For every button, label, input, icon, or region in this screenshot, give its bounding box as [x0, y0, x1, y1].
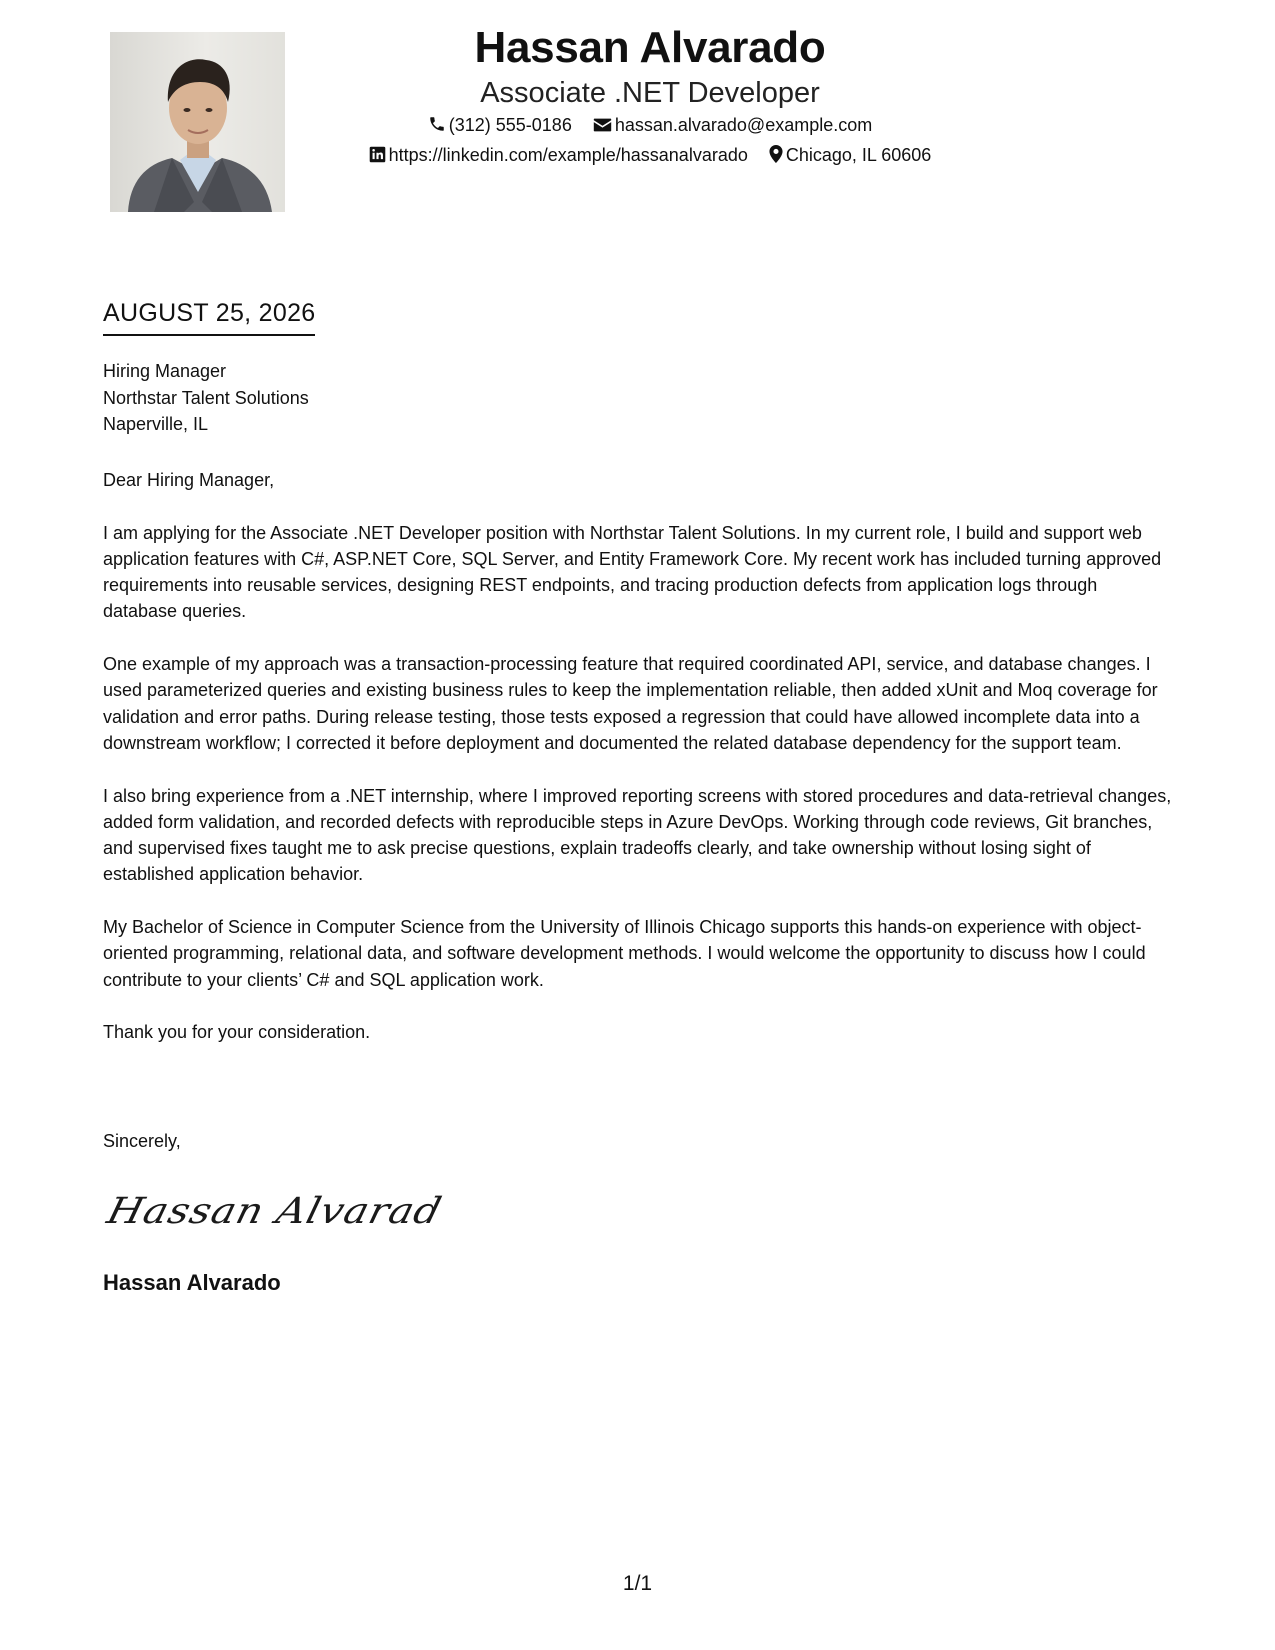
closing: Sincerely, [103, 1131, 181, 1151]
signer-name: Hassan Alvarado [103, 1270, 281, 1295]
body-paragraph: I also bring experience from a .NET internship, where I improved reporting screens with stored procedures and data-retrieval changes, added form validation, and recorded defects with reproducible steps in Azure DevOps. Working through code reviews, Git branches, and supervised fixes taught me to ask precise questions, explain tradeoffs clearly, and take ownership without losing sight of established application behavior. [103, 785, 1172, 885]
letter-header [300, 20, 1000, 170]
recipient-block [103, 358, 309, 438]
page-number: 1/1 [622, 1572, 653, 1595]
profile-photo [110, 32, 285, 212]
applicant-name: Hassan Alvarado [474, 23, 826, 72]
body-paragraph: I am applying for the Associate .NET Developer position with Northstar Talent Solutions. In my current role, I build and support web application features with C#, ASP.NET Core, SQL Server, and Entity Framework Core. My recent work has included turning approved requirements into reusable services, designing REST endpoints, and tracing production defects from application logs through database queries. [103, 522, 1162, 622]
job-title: Associate .NET Developer [480, 77, 820, 109]
location-text: Chicago, IL 60606 [785, 145, 932, 165]
envelope-icon [593, 117, 612, 133]
linkedin-icon [369, 146, 386, 163]
contact-row-secondary [300, 140, 1000, 170]
contact-row-primary [300, 110, 1000, 140]
salutation: Dear Hiring Manager, [103, 470, 275, 490]
email-address[interactable]: hassan.alvarado@example.com [614, 115, 873, 135]
letter-date: AUGUST 25, 2026 [103, 298, 315, 336]
linkedin-url[interactable]: https://linkedin.com/example/hassanalvarado [388, 145, 748, 165]
body-paragraph: One example of my approach was a transaction-processing feature that required coordinated API, service, and database changes. I used parameterized queries and existing business rules to keep the implementation reliable, then added xUnit and Moq coverage for validation and error paths. During release testing, those tests exposed a regression that could have allowed incomplete data into a downstream workflow; I corrected it before deployment and documented the related database dependency for the support team. [103, 654, 1158, 753]
phone-number[interactable]: (312) 555-0186 [448, 115, 572, 135]
body-paragraph: My Bachelor of Science in Computer Science from the University of Illinois Chicago supports this hands-on experience with object-oriented programming, relational data, and software development methods. I would welcome the opportunity to discuss how I could contribute to your clients’ C# and SQL application work. [103, 917, 1146, 990]
email-contact [593, 110, 872, 140]
handwritten-signature: Hassan Alvarad [103, 1190, 447, 1232]
map-pin-icon [769, 145, 783, 163]
letter-body [103, 467, 1175, 1072]
phone-contact [428, 110, 572, 140]
thank-you-line: Thank you for your consideration. [103, 1022, 371, 1043]
recipient-location: Naperville, IL [103, 414, 209, 434]
linkedin-contact [369, 140, 748, 170]
location-contact [769, 140, 931, 170]
recipient-title: Hiring Manager [103, 361, 227, 381]
recipient-company: Northstar Talent Solutions [103, 387, 309, 408]
phone-icon [428, 115, 446, 133]
